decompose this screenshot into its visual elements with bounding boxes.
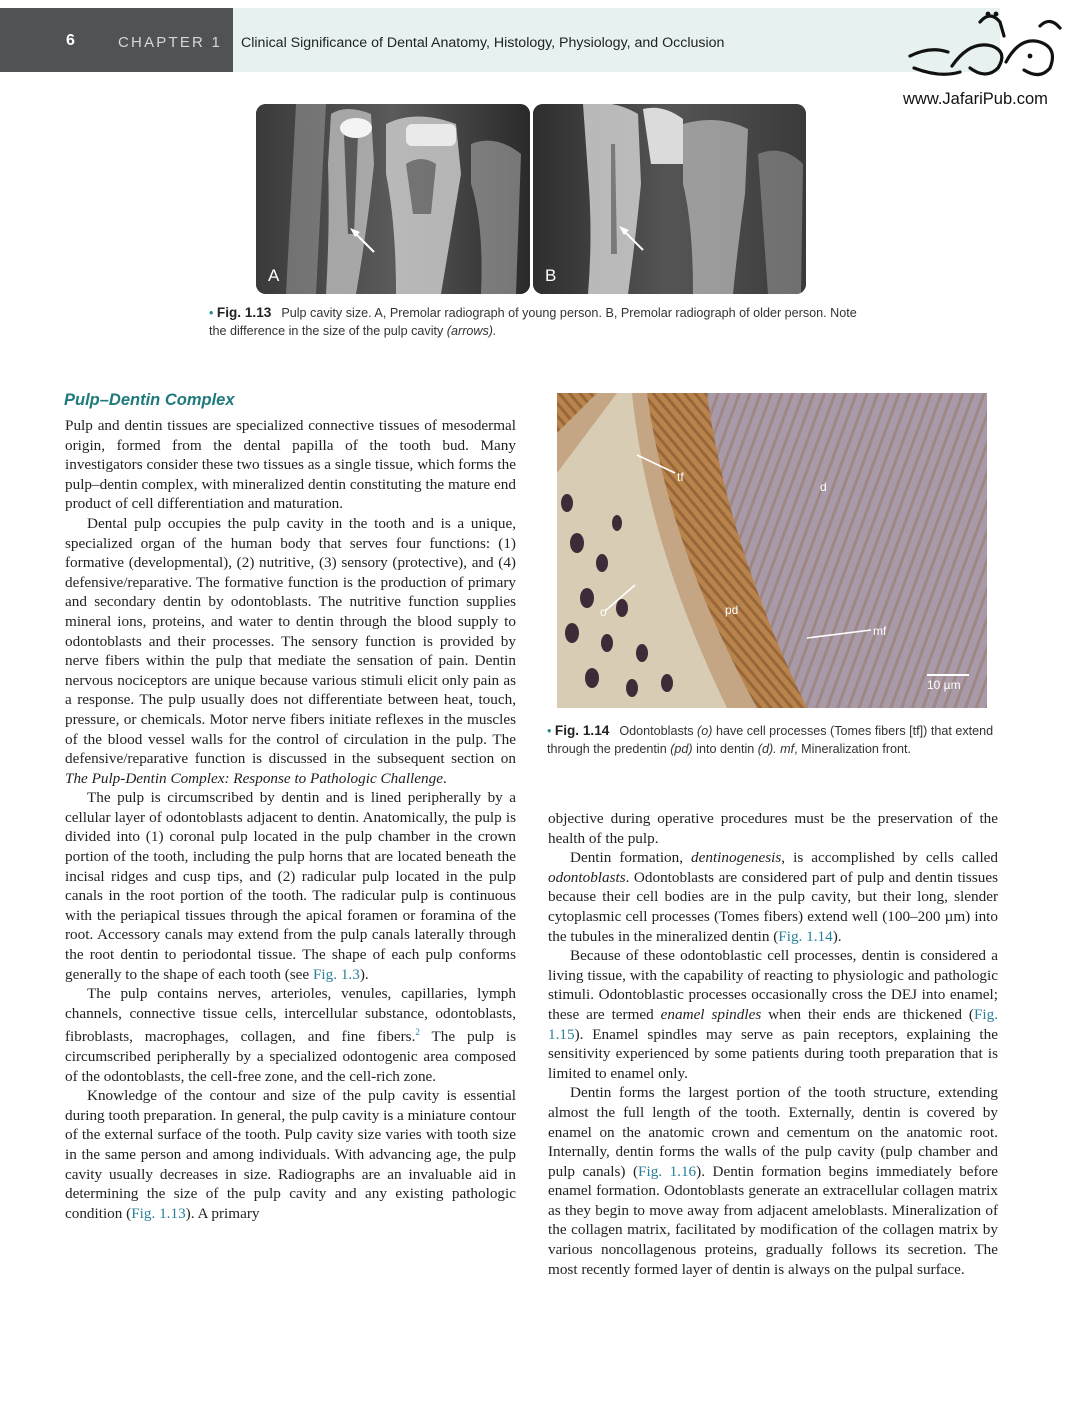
paragraph <box>548 1083 998 1279</box>
paragraph-text: ). Dentin formation begins immediately before enamel formation. Odontoblasts generate an extracellular collagen matrix as they begin to move away from adjacent ameloblasts. Mineralization of the collagen matrix, facilitated by modification of the collagen matrix by various noncollagenous proteins, gradually follows its secretion. The most recently formed layer of dentin is always on the pulpal surface. <box>548 1162 998 1278</box>
label-mf: mf <box>873 624 887 638</box>
paragraph-text: . Odontoblasts are considered part of pulp and dentin tissues because their cell bodies are in the pulp cavity, but their long, slender cytoplasmic cell processes (Tomes fibers) extend well (100–200 µm) into the tubules in the mineralized dentin ( <box>548 868 998 945</box>
panel-b-label: B <box>545 266 557 285</box>
chapter-label: CHAPTER 1 <box>118 34 222 51</box>
caption-italic: (d). mf <box>757 742 795 756</box>
figure-link[interactable]: Fig. 1.3 <box>312 965 360 983</box>
paragraph-text: The pulp contains nerves, arterioles, venules, capillaries, lymph channels, connective tissue cells, intercellular substance, odontoblasts, fibroblasts, macrophages, collagen, and fine fibers. <box>65 985 516 1046</box>
fig-1-14-label: Fig. 1.14 <box>554 723 610 738</box>
chapter-title-bar <box>233 8 1000 72</box>
page-number: 6 <box>66 32 75 49</box>
term-italic: odontoblasts <box>548 868 626 886</box>
chapter-title: Clinical Significance of Dental Anatomy, Histology, Physiology, and Occlusion <box>241 35 725 51</box>
figure-link[interactable]: Fig. 1.15 <box>548 1005 999 1043</box>
paragraph-text: Dental pulp occupies the pulp cavity in the tooth and is a unique, specialized organ of the human body that serves four functions: (1) formative (developmental), (2) nutritive, (3) sensory (protective), and (4) defensive/reparative. The formative function is the production of primary and secondary dentin by odontoblasts. The nutritive function supplies mineral ions, proteins, and water to dentin through the blood supply to odontoblasts and their processes. The sensory function is provided by nerve fibers within the pulp that mediate the sensation of pain. Dentin nervous nociceptors are unique because various stimuli elicit only pain as a response. The pulp usually does not differentiate between heat, touch, pressure, or chemicals. Motor nerve fibers initiate reflexes in the muscles of the blood vessel walls for the control of circulation in the pulp. The defensive/reparative function is discussed in the subsequent section on <box>65 514 516 768</box>
paragraph <box>65 1086 516 1223</box>
figure-link[interactable]: Fig. 1.14 <box>778 927 833 945</box>
scale-bar-label: 10 µm <box>927 678 961 692</box>
publisher-url: www.JafariPub.com <box>903 90 1048 108</box>
caption-text: into dentin <box>692 742 758 756</box>
paragraph <box>548 848 998 946</box>
cross-reference-italic: The Pulp-Dentin Complex: Response to Pathologic Challenge <box>65 769 443 787</box>
right-column <box>548 809 998 1279</box>
label-o: o <box>600 605 607 619</box>
caption-text: have cell processes (Tomes fibers [tf]) that extend through the predentin <box>547 724 994 756</box>
caption-text: , Mineralization front. <box>794 742 912 756</box>
bullet-icon: • <box>547 724 552 738</box>
caption-text: Odontoblasts <box>619 724 698 738</box>
label-tf: tf <box>677 470 684 484</box>
paragraph: Pulp and dentin tissues are specialized connective tissues of mesodermal origin, formed from the dental papilla of the tooth bud. Many investigators consider these two tissues as a single tissue, which forms the pulp–dentin complex, with mineralized dentin constituting the mature end product of cell differentiation and maturation. <box>65 417 516 513</box>
paragraph-text: The pulp is circumscribed peripherally by a specialized odontogenic area composed of the odontoblasts, the cell-free zone, and the cell-rich zone. <box>65 1028 516 1085</box>
paragraph <box>65 514 516 788</box>
paragraph-text: ). A primary <box>185 1204 260 1222</box>
term-italic: dentinogenesis <box>691 849 782 867</box>
paragraph-text: Dentin forms the largest portion of the tooth structure, extending almost the full length of the tooth. Externally, dentin is covered by enamel on the anatomic crown and cementum on the anatomic root. Internally, dentin forms the walls of the pulp cavity (pulp chamber and pulp canals) ( <box>548 1084 998 1180</box>
fig-1-13-caption <box>209 304 869 340</box>
term-italic: enamel spindles <box>660 1005 762 1023</box>
bullet-icon: • <box>209 306 214 320</box>
paragraph <box>65 984 516 1086</box>
left-column <box>65 416 516 1223</box>
caption-italic: (o) <box>697 724 713 738</box>
label-d: d <box>820 480 827 494</box>
paragraph-text: Knowledge of the contour and size of the pulp cavity is essential during tooth preparation. In general, the pulp cavity is a miniature contour of the external surface of the tooth. Pulp cavity size varies with tooth size in the same person and among individuals. With advancing age, the pulp cavity usually decreases in size. Radiographs are an invaluable aid in determining the size of the pulp cavity and any existing pathologic condition ( <box>65 1087 516 1222</box>
radiograph-panel-b <box>533 104 806 294</box>
paragraph-text: ). <box>359 965 369 983</box>
paragraph-text: . <box>442 769 447 787</box>
paragraph-text: ). <box>832 927 842 945</box>
paragraph-text: , is accomplished by cells called <box>781 849 998 867</box>
micrograph-fig-1-14 <box>557 393 987 708</box>
citation-link[interactable]: 2 <box>415 1027 420 1038</box>
paragraph-text: when their ends are thickened ( <box>761 1005 974 1023</box>
section-title: Pulp–Dentin Complex <box>64 391 235 409</box>
label-pd: pd <box>725 603 739 617</box>
paragraph <box>548 946 998 1083</box>
chapter-header-tab <box>0 8 233 72</box>
fig-1-13-label: Fig. 1.13 <box>216 305 272 320</box>
fig-1-14-caption <box>547 722 1002 758</box>
figure-link[interactable]: Fig. 1.16 <box>638 1162 697 1180</box>
paragraph: objective during operative procedures must be the preservation of the health of the pulp. <box>548 810 998 847</box>
fig-1-13-caption-text: Pulp cavity size. A, Premolar radiograph of young person. B, Premolar radiograph of older person. Note the difference in the size of the pulp cavity <box>209 306 857 338</box>
radiograph-panel-a <box>256 104 530 294</box>
paragraph <box>65 788 516 984</box>
caption-italic: (pd) <box>670 742 693 756</box>
paragraph-text: The pulp is circumscribed by dentin and is lined peripherally by a cellular layer of odontoblasts adjacent to dentin. Anatomically, the pulp is divided into (1) coronal pulp located in the pulp chamber in the crown portion of the tooth, including the pulp horns that are located beneath the incisal ridges and cusp tips, and (2) radicular pulp located in the pulp canals in the root portion of the tooth. The radicular pulp is continuous with the periapical tissues through the apical foramen or foramina of the root. Accessory canals may extend from the pulp canals laterally through the root dentin to periodontal tissue. The shape of each pulp conforms generally to the shape of each tooth (see <box>65 789 516 983</box>
panel-a-label: A <box>268 266 280 285</box>
figure-link[interactable]: Fig. 1.13 <box>131 1204 186 1222</box>
fig-1-13-caption-italic: (arrows). <box>446 324 497 338</box>
paragraph-text: Because of these odontoblastic cell processes, dentin is considered a living tissue, with the capability of reacting to physiologic and pathologic stimuli. Odontoblastic processes occasionally cross the DEJ into enamel; these are termed <box>548 947 998 1023</box>
paragraph-text: Dentin formation, <box>570 849 692 867</box>
paragraph-text: ). Enamel spindles may serve as pain receptors, explaining the sensitivity experienced by some patients during tooth preparation that is limited to enamel only. <box>548 1025 998 1082</box>
